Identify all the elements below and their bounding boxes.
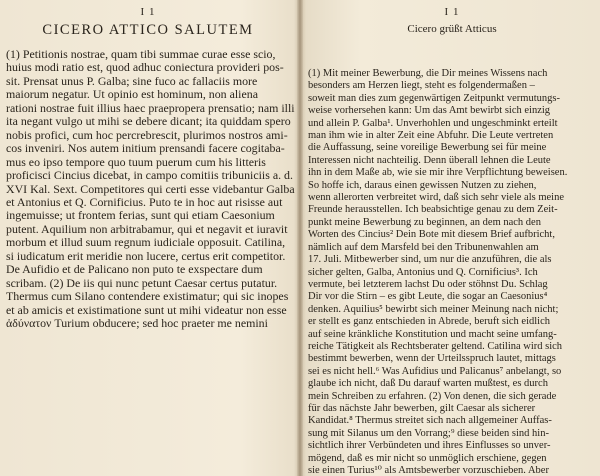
text-line: De Aufidio et de Palicano non puto te exspectare dum — [6, 262, 263, 277]
text-line: sie einen Turius¹⁰ als Amtsbewerber vorzuschieben. Aber — [308, 465, 549, 476]
text-line: scribam. (2) De iis qui nunc petunt Caesar certus putatur. — [6, 275, 278, 290]
latin-body-text — [6, 48, 295, 331]
text-line: nobis profici, cum hoc percrebrescit, plurimos nostros ami- — [6, 127, 288, 142]
text-line: cos inveniri. Nos autem initium prensandi facere cogitaba- — [6, 141, 285, 156]
text-line: bestimmt bewerben, wenn der Urteilsspruch lautet, mittags — [308, 353, 556, 365]
text-line: denken. Aquilius⁵ bewirbt sich meiner Meinung nach nicht; — [308, 303, 559, 315]
text-line: mögend, daß es mir nicht so unmöglich erschiene, gegen — [308, 452, 547, 464]
text-line: putent. Aquilium non arbitrabamur, qui et negavit et iuravit — [6, 221, 288, 236]
text-line: er stellt es ganz entschieden in Abrede, beruft sich eidlich — [308, 316, 550, 328]
text-line: sicher gelten, Galba, Antonius und Q. Cornificius³. Ich — [308, 266, 538, 278]
text-line: XVI Kal. Sext. Competitores qui certi esse videbantur Galba — [6, 181, 295, 196]
text-line: punkt meine Bewerbung zu beginnen, an dem nach den — [308, 216, 541, 228]
text-line: glaube ich nicht, daß Du darauf warten mußtest, es durch — [308, 378, 548, 390]
left-page-number: I 1 — [140, 6, 156, 18]
text-line: besonders am Herzen liegt, steht es folgendermaßen – — [308, 80, 535, 92]
text-line: rationi nostrae fuit illius haec praepropera prensatio; nam illi — [6, 100, 295, 115]
text-line: sit. Prensat unus P. Galba; sine fuco ac fallaciis more — [6, 73, 258, 88]
text-line: (1) Petitionis nostrae, quam tibi summae curae esse scio, — [6, 47, 276, 61]
text-line: vermute, bei letzterem lachst Du oder stöhnst Du. Schlag — [308, 278, 548, 290]
text-line: et Antonius et Q. Cornificius. Puto te in hoc aut risisse aut — [6, 194, 283, 209]
book-gutter — [297, 0, 303, 476]
text-line: So hoffe ich, daraus einen gewissen Nutzen zu ziehen, — [308, 179, 537, 191]
text-line: Interessen nicht nachteilig. Denn überall lehnen die Leute — [308, 154, 551, 166]
text-line: huius modi ratio est, quod adhuc coniectura provideri pos- — [6, 60, 284, 75]
text-line: maiorum negatur. Ut opinio est hominum, non aliena — [6, 87, 258, 102]
left-page-latin — [0, 0, 296, 476]
text-line: ingemuisse; ut frontem ferias, sunt qui etiam Caesonium — [6, 208, 275, 223]
text-line: wenn allerorten verbreitet wird, daß sich sehr viele als meine — [308, 192, 564, 204]
text-line: ἀδύνατον Turium obducere; sed hoc praeter me nemini — [6, 316, 268, 331]
text-line: für das nächste Jahr bewerben, gilt Caesar als sicherer — [308, 402, 536, 414]
text-line: proficisci Cincius dicebat, in campo comitiis tribuniciis a. d. — [6, 168, 293, 183]
text-line: mein Schreiben zu erfahren. (2) Von denen, die sich gerade — [308, 390, 557, 402]
text-line: Thermus cum Silano contendere existimatur; qui sic inopes — [6, 289, 289, 304]
text-line: mus eo ipso tempore quo tuum puerum cum his litteris — [6, 154, 266, 169]
text-line: Freunde herausstellen. Ich beabsichtige genau zu dem Zeit- — [308, 204, 558, 216]
text-line: auf seine kränkliche Konstitution und macht seine umfang- — [308, 328, 557, 340]
text-line: et ab amicis et existimatione sunt ut mihi videatur non esse — [6, 302, 287, 317]
text-line: sung mit Silanus um den Vorrang;⁹ diese beiden sind hin- — [308, 427, 549, 439]
text-line: sei es nicht hell.⁶ Was Aufidius und Palicanus⁷ anbelangt, so — [308, 365, 562, 377]
text-line: 17. Juli. Mitbewerber sind, um nur die anzuführen, die als — [308, 254, 552, 266]
text-line: morbum et illud suum regnum iudiciale opposuit. Catilina, — [6, 235, 286, 250]
text-line: Dir vor die Stirn – es gibt Leute, die sogar an Caesonius⁴ — [308, 291, 548, 303]
text-line: sichtlich ihrer Verbündeten und ihres Einflusses so unver- — [308, 440, 551, 452]
text-line: soweit man dies zum gegenwärtigen Zeitpunkt vermutungs- — [308, 92, 560, 104]
text-line: reiche Tätigkeit als Rechtsberater geltend. Catilina wird sich — [308, 340, 563, 352]
right-page-number: I 1 — [444, 6, 460, 18]
text-line: ita negant vulgo ut mihi se debere dicant; ita quiddam spero — [6, 114, 291, 129]
text-line: Kandidat.⁸ Thermus streitet sich nach allgemeiner Auffas- — [308, 415, 552, 427]
text-line: und allein P. Galba¹. Unverhohlen und ungeschminkt erteilt — [308, 117, 558, 129]
text-line: nämlich auf dem Marsfeld bei den Tribunenwahlen am — [308, 241, 539, 253]
text-line: (1) Mit meiner Bewerbung, die Dir meines Wissens nach — [308, 68, 548, 79]
left-page-title: CICERO ATTICO SALUTEM — [42, 22, 254, 38]
text-line: weise vorhersehen kann: Um das Amt bewirbt sich einzig — [308, 105, 551, 117]
german-body-text — [308, 68, 567, 476]
right-page-title: Cicero grüßt Atticus — [407, 23, 497, 35]
text-line: die Auffassung, seine voreilige Bewerbung sei für meine — [308, 142, 547, 154]
right-page-german — [304, 0, 600, 476]
text-line: man ihm wie in alter Zeit eine Abfuhr. Die Leute vertreten — [308, 130, 554, 142]
text-line: Worten des Cincius² Dein Bote mit diesem Brief aufbricht, — [308, 229, 555, 241]
text-line: ihn in dem Maße ab, wie sie mir ihre Verpflichtung beweisen. — [308, 167, 568, 179]
text-line: si iudicatum erit meridie non lucere, certus erit competitor. — [6, 248, 286, 263]
